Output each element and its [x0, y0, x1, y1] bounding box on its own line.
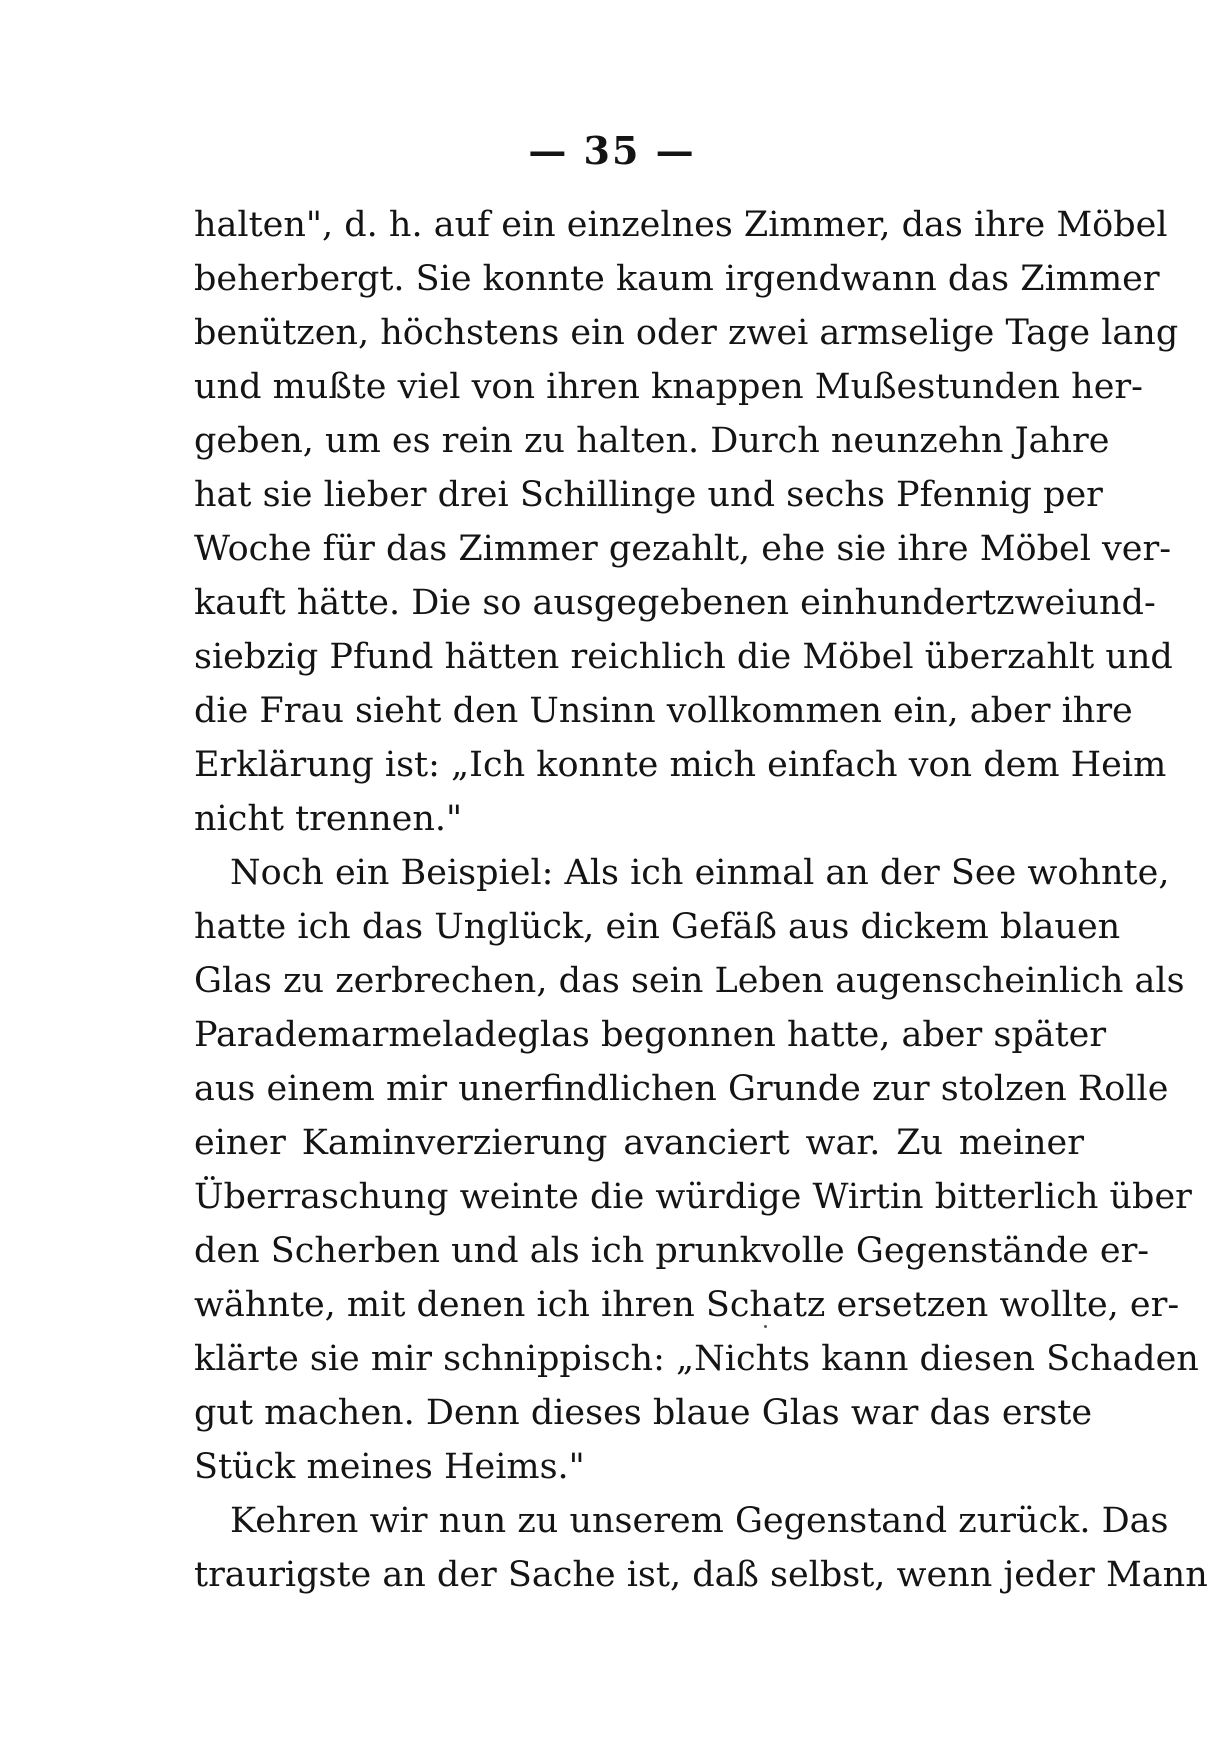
paragraph [194, 846, 1199, 1494]
paragraph [194, 1494, 1208, 1602]
text-line: Noch ein Beispiel: Als ich einmal an der See wohnte, [230, 853, 1170, 893]
text-line: Überraschung weinte die würdige Wirtin bitterlich über [194, 1177, 1192, 1217]
text-line: Parademarmeladeglas begonnen hatte, aber später [194, 1015, 1107, 1055]
text-line: wähnte, mit denen ich ihren Schatz ersetzen wollte, er- [194, 1285, 1180, 1325]
text-line: die Frau sieht den Unsinn vollkommen ein, aber ihre [194, 691, 1133, 731]
text-line: aus einem mir unerfindlichen Grunde zur stolzen Rolle [194, 1069, 1169, 1109]
paragraph [194, 198, 1179, 846]
text-line: klärte sie mir schnippisch: „Nichts kann diesen Schaden [194, 1339, 1199, 1379]
text-line: Erklärung ist: „Ich konnte mich einfach von dem Heim [194, 745, 1167, 785]
text-line: siebzig Pfund hätten reichlich die Möbel überzahlt und [194, 637, 1173, 677]
text-line: traurigste an der Sache ist, daß selbst, wenn jeder Mann [194, 1555, 1208, 1595]
text-line: den Scherben und als ich prunkvolle Gegenstände er- [194, 1231, 1150, 1271]
text-line: Kehren wir nun zu unserem Gegenstand zurück. Das [230, 1501, 1169, 1541]
text-line: nicht trennen." [194, 799, 463, 839]
text-line: benützen, höchstens ein oder zwei armselige Tage lang [194, 313, 1179, 353]
ink-speck [764, 1325, 767, 1328]
text-line: Woche für das Zimmer gezahlt, ehe sie ihre Möbel ver- [194, 529, 1172, 569]
text-line: halten", d. h. auf ein einzelnes Zimmer, das ihre Möbel [194, 205, 1168, 245]
text-line: hat sie lieber drei Schillinge und sechs Pfennig per [194, 475, 1103, 515]
text-line: einer Kaminverzierung avanciert war. Zu meiner [194, 1123, 1084, 1163]
text-line: hatte ich das Unglück, ein Gefäß aus dickem blauen [194, 907, 1121, 947]
text-line: gut machen. Denn dieses blaue Glas war das erste [194, 1393, 1093, 1433]
text-line: Glas zu zerbrechen, das sein Leben augenscheinlich als [194, 961, 1185, 1001]
text-line: beherbergt. Sie konnte kaum irgendwann das Zimmer [194, 259, 1160, 299]
text-line: und mußte viel von ihren knappen Mußestunden her- [194, 367, 1143, 407]
text-line: geben, um es rein zu halten. Durch neunzehn Jahre [194, 421, 1110, 461]
text-line: kauft hätte. Die so ausgegebenen einhundertzweiund- [194, 583, 1156, 623]
text-line: Stück meines Heims." [194, 1447, 585, 1487]
body-text [194, 198, 1208, 1602]
page-number: — 35 — [528, 128, 696, 173]
